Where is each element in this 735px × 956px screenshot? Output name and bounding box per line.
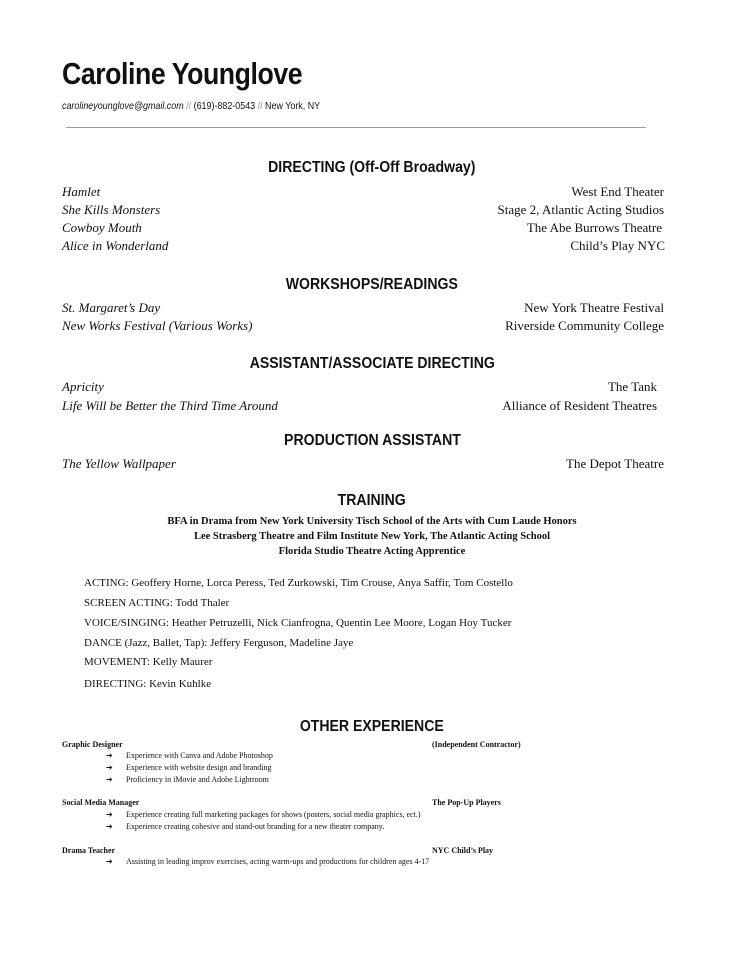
credit-row xyxy=(62,378,664,396)
credit-row xyxy=(62,299,664,317)
job-bullet: ➔ Experience with Canva and Adobe Photoshop xyxy=(106,751,273,760)
job-bullet: ➔ Assisting in leading improv exercises, acting warm-ups and productions for children ages 4-17 xyxy=(106,857,430,866)
candidate-name: Caroline Younglove xyxy=(62,56,303,91)
credit-work: Life Will be Better the Third Time Around xyxy=(62,398,278,413)
credit-row xyxy=(62,455,664,473)
contact-line xyxy=(62,100,320,112)
email-address: carolineyounglove@gmail.com xyxy=(62,100,184,112)
job-organization: (Independent Contractor) xyxy=(432,740,521,749)
instructor-line: DANCE (Jazz, Ballet, Tap): Jeffery Ferguson, Madeline Jaye xyxy=(84,637,354,649)
header-divider xyxy=(66,127,646,128)
contact-separator: // xyxy=(255,100,266,112)
job-title: Social Media Manager xyxy=(62,798,140,807)
credit-work: Alice in Wonderland xyxy=(62,238,169,253)
section-heading-assistant-directing: ASSISTANT/ASSOCIATE DIRECTING xyxy=(249,355,495,372)
credit-row xyxy=(62,183,664,201)
arrow-icon: ➔ xyxy=(106,857,113,866)
job-title: Drama Teacher xyxy=(62,846,116,855)
job-bullet: ➔ Proficiency in iMovie and Adobe Lightroom xyxy=(106,775,269,784)
section-heading-workshops: WORKSHOPS/READINGS xyxy=(285,276,459,293)
arrow-icon: ➔ xyxy=(106,810,113,819)
job-organization: The Pop-Up Players xyxy=(432,798,501,807)
instructor-line: MOVEMENT: Kelly Maurer xyxy=(84,656,213,668)
credit-venue: Stage 2, Atlantic Acting Studios xyxy=(497,202,664,217)
credit-venue: West End Theater xyxy=(571,184,664,199)
job-title: Graphic Designer xyxy=(62,740,123,749)
credit-venue: Riverside Community College xyxy=(505,318,664,333)
credit-venue: Alliance of Resident Theatres xyxy=(502,398,657,413)
credit-work: New Works Festival (Various Works) xyxy=(62,318,253,333)
section-heading-other-experience: OTHER EXPERIENCE xyxy=(300,718,444,735)
arrow-icon: ➔ xyxy=(106,775,113,784)
credit-row xyxy=(62,219,664,237)
arrow-icon: ➔ xyxy=(106,822,113,831)
credit-row xyxy=(62,201,664,219)
instructor-line: DIRECTING: Kevin Kuhlke xyxy=(84,678,212,690)
arrow-icon: ➔ xyxy=(106,751,113,760)
credit-work: Apricity xyxy=(62,379,104,394)
contact-separator: // xyxy=(183,100,194,112)
job-bullet: ➔ Experience with website design and branding xyxy=(106,763,272,772)
instructor-line: VOICE/SINGING: Heather Petruzelli, Nick Cianfrogna, Quentin Lee Moore, Logan Hoy Tucker xyxy=(84,617,512,629)
credit-venue: The Tank xyxy=(607,379,657,394)
credit-venue: New York Theatre Festival xyxy=(524,300,664,315)
credit-row xyxy=(62,237,664,255)
section-heading-training: TRAINING xyxy=(337,492,407,509)
job-bullet: ➔ Experience creating cohesive and stand-out branding for a new theater company. xyxy=(106,822,385,831)
credit-venue: The Abe Burrows Theatre xyxy=(526,220,662,235)
credit-work: The Yellow Wallpaper xyxy=(62,456,176,471)
phone-number: (619)-882-0543 xyxy=(193,100,256,112)
credit-row xyxy=(62,317,664,335)
credit-venue: Child’s Play NYC xyxy=(570,238,665,253)
section-heading-directing: DIRECTING (Off-Off Broadway) xyxy=(268,159,476,176)
instructor-line: SCREEN ACTING: Todd Thaler xyxy=(84,597,230,609)
section-heading-production-assistant: PRODUCTION ASSISTANT xyxy=(283,432,461,449)
credit-work: Hamlet xyxy=(62,184,101,199)
arrow-icon: ➔ xyxy=(106,763,113,772)
credit-work: St. Margaret’s Day xyxy=(62,300,161,315)
instructor-line: ACTING: Geoffery Horne, Lorca Peress, Ted Zurkowski, Tim Crouse, Anya Saffir, Tom Costello xyxy=(84,577,513,589)
credit-work: She Kills Monsters xyxy=(62,202,161,217)
location: New York, NY xyxy=(265,100,321,112)
credit-venue: The Depot Theatre xyxy=(566,456,664,471)
job-bullet: ➔ Experience creating full marketing packages for shows (posters, social media graphics, ect.) xyxy=(106,810,421,819)
training-credential: BFA in Drama from New York University Tisch School of the Arts with Cum Laude Honors xyxy=(167,516,577,527)
credit-work: Cowboy Mouth xyxy=(62,220,142,235)
training-credential: Lee Strasberg Theatre and Film Institute New York, The Atlantic Acting School xyxy=(193,531,551,542)
job-organization: NYC Child’s Play xyxy=(432,846,494,855)
credit-row xyxy=(62,397,664,415)
training-credential: Florida Studio Theatre Acting Apprentice xyxy=(278,546,466,557)
